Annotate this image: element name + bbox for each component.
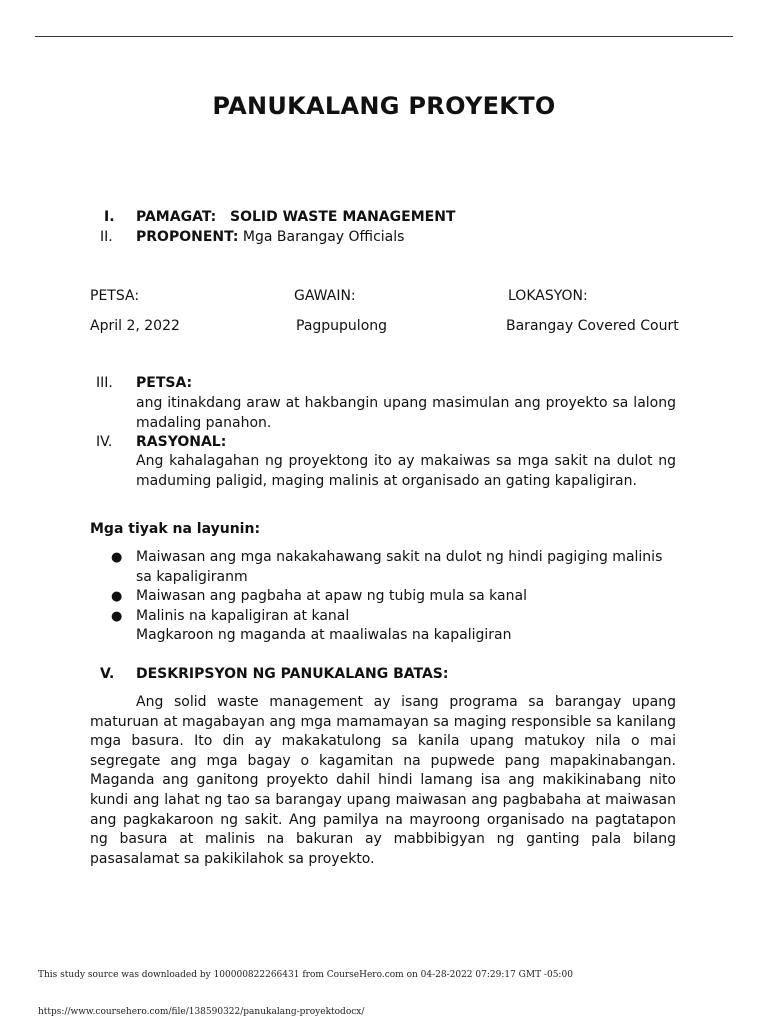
schedule-value-gawain: Pagpupulong <box>296 318 388 334</box>
schedule-header-gawain: GAWAIN: <box>294 288 356 304</box>
section-numeral-deskripsyon: V. <box>100 666 115 682</box>
proponent-label: PROPONENT: <box>136 229 239 245</box>
proponent-line <box>136 228 404 248</box>
list-item <box>106 607 678 627</box>
bullet-icon: ● <box>111 550 123 565</box>
top-rule <box>35 36 733 37</box>
section-numeral-rasyonal: IV. <box>96 434 113 450</box>
deskripsyon-label: DESKRIPSYON NG PANUKALANG BATAS: <box>136 666 449 682</box>
objective-text: Magkaroon ng maganda at maaliwalas na kapaligiran <box>136 627 512 644</box>
rasyonal-text: Ang kahalagahan ng proyektong ito ay makaiwas sa mga sakit na dulot ng maduming paligid, maging malinis at organisado an gating kapaligiran. <box>136 453 676 489</box>
list-item <box>106 548 678 587</box>
petsa-text: ang itinakdang araw at hakbangin upang masimulan ang proyekto sa lalong madaling panahon. <box>136 395 676 431</box>
pamagat-label: PAMAGAT: <box>136 209 217 225</box>
deskripsyon-text: Ang solid waste management ay isang programa sa barangay upang maturuan at magabayan ang mga mamamayan sa maging responsible sa kanilang mga basura. Ito din ay makakatulong sa kanila upang matukoy nila o mai segregate ang mga bagay o kagamitan na pupwede pang mapakinabangan. Maganda ang ganitong proyekto dahil hindi lamang isa ang makikinabang nito kundi ang lahat ng tao sa barangay upang maiwasan ang pagbabaha at maiwasan ang pagkakaroon ng sakit. Ang pamilya na mayroong organisado na pagtatapon ng basura at malinis na bakuran ay mabbibigyan ng ganting pala bilang pasasalamat sa pakikilahok sa proyekto. <box>90 694 676 867</box>
bullet-icon: ● <box>111 589 123 605</box>
source-notice: This study source was downloaded by 100000822266431 from CourseHero.com on 04-28-2022 07:29:17 GMT -05:00 <box>38 970 573 980</box>
list-item <box>106 626 678 646</box>
objectives-heading: Mga tiyak na layunin: <box>90 521 261 537</box>
objective-text: Maiwasan ang pagbaha at apaw ng tubig mula sa kanal <box>136 588 527 605</box>
section-numeral-pamagat: I. <box>104 209 115 225</box>
schedule-header-petsa: PETSA: <box>90 288 140 304</box>
petsa-label: PETSA: <box>136 375 193 391</box>
section-numeral-petsa: III. <box>96 375 113 391</box>
objectives-list <box>106 548 678 646</box>
schedule-value-petsa: April 2, 2022 <box>90 318 180 334</box>
source-url[interactable]: https://www.coursehero.com/file/138590322/panukalang-proyektodocx/ <box>38 1007 365 1017</box>
schedule-header-lokasyon: LOKASYON: <box>508 288 588 304</box>
pamagat-value: SOLID WASTE MANAGEMENT <box>230 209 456 225</box>
document-title: PANUKALANG PROYEKTO <box>212 92 556 120</box>
rasyonal-label: RASYONAL: <box>136 434 227 450</box>
objective-text: Maiwasan ang mga nakakahawang sakit na dulot ng hindi pagiging malinis sa kapaligiranm <box>136 549 663 585</box>
schedule-value-lokasyon: Barangay Covered Court <box>506 318 679 334</box>
bullet-icon: ● <box>111 608 123 624</box>
objective-text: Malinis na kapaligiran at kanal <box>136 607 350 624</box>
section-numeral-proponent: II. <box>100 229 113 245</box>
proponent-value: Mga Barangay Officials <box>238 229 405 245</box>
list-item <box>106 587 678 607</box>
